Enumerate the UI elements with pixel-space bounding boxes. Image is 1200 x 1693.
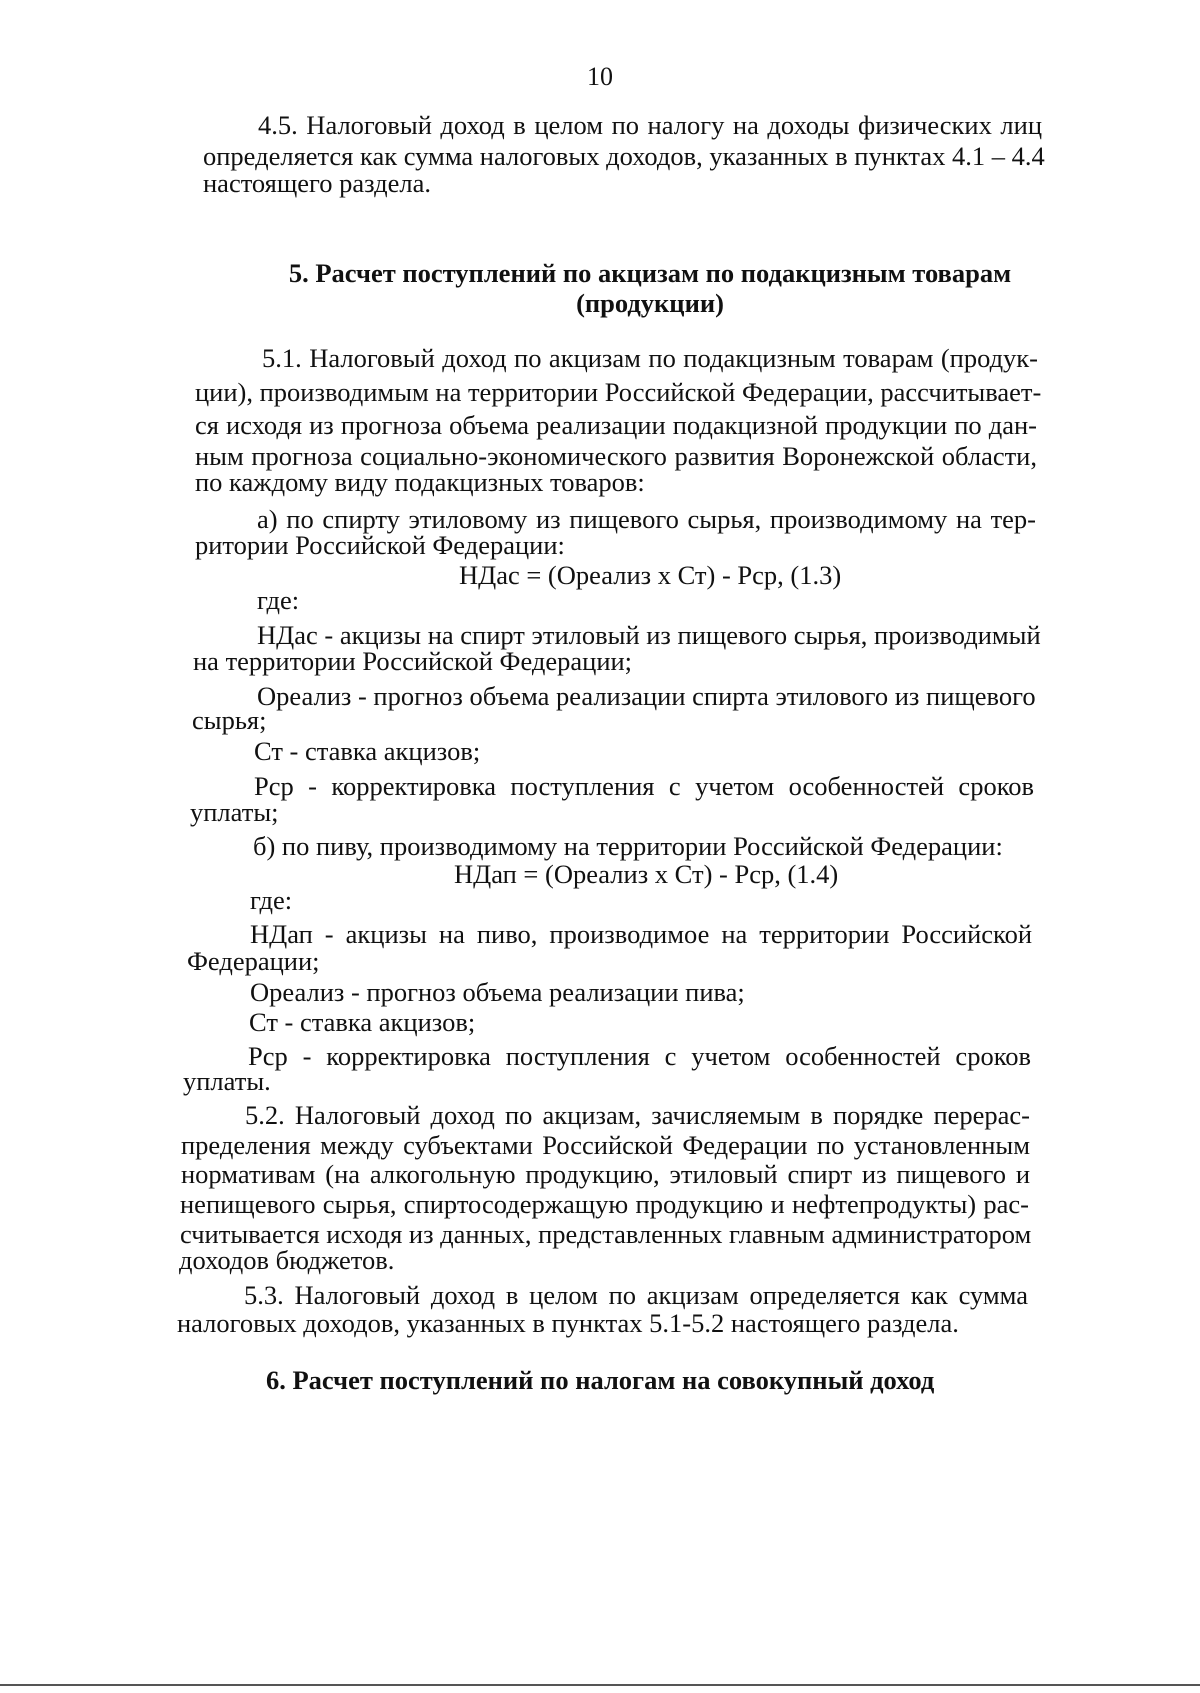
- text-line: где:: [250, 885, 293, 915]
- page-number: 10: [587, 62, 613, 91]
- section-heading: 6. Расчет поступлений по налогам на совокупный доход: [266, 1365, 935, 1395]
- text-line: Ореализ - прогноз объема реализации спирта этилового из пищевого: [257, 681, 1036, 711]
- text-line: считывается исходя из данных, представленных главным администратором: [180, 1219, 1032, 1249]
- text-line: Федерации;: [187, 946, 320, 976]
- text-line: Ст - ставка акцизов;: [249, 1007, 476, 1037]
- text-line: на территории Российской Федерации;: [193, 646, 633, 676]
- text-line: б) по пиву, производимому на территории Российской Федерации:: [253, 831, 1003, 861]
- text-line: нормативам (на алкогольную продукцию, этиловый спирт из пищевого и: [181, 1159, 1030, 1189]
- text-line: уплаты;: [190, 797, 279, 827]
- text-line: настоящего раздела.: [203, 168, 431, 198]
- text-line: НДас - акцизы на спирт этиловый из пищевого сырья, производимый: [257, 620, 1041, 650]
- section-heading: 5. Расчет поступлений по акцизам по подакцизным товарам: [288, 258, 1012, 288]
- text-line: уплаты.: [183, 1066, 271, 1096]
- formula: НДап = (Ореализ х Ст) - Рср, (1.4): [454, 859, 839, 889]
- scan-edge-line: [0, 1684, 1200, 1686]
- text-line: Ст - ставка акцизов;: [254, 736, 481, 766]
- section-heading: (продукции): [576, 288, 724, 318]
- text-line: по каждому виду подакцизных товаров:: [195, 467, 645, 497]
- text-line: 5.2. Налоговый доход по акцизам, зачисляемым в порядке перерас-: [245, 1100, 1030, 1130]
- text-line: ным прогноза социально-экономического развития Воронежской области,: [195, 441, 1037, 471]
- text-line: непищевого сырья, спиртосодержащую продукцию и нефтепродукты) рас-: [180, 1189, 1029, 1219]
- text-line: 5.1. Налоговый доход по акцизам по подакцизным товарам (продук-: [262, 343, 1038, 373]
- text-line: ции), производимым на территории Российской Федерации, рассчитывает-: [195, 377, 1042, 407]
- text-line: доходов бюджетов.: [179, 1245, 395, 1275]
- text-line: налоговых доходов, указанных в пунктах 5.1-5.2 настоящего раздела.: [177, 1308, 959, 1338]
- text-line: где:: [257, 585, 300, 615]
- text-line: пределения между субъектами Российской Федерации по установленным: [181, 1130, 1030, 1160]
- text-line: Ореализ - прогноз объема реализации пива;: [250, 977, 745, 1007]
- formula: НДас = (Ореализ х Ст) - Рср, (1.3): [459, 560, 842, 590]
- text-line: ся исходя из прогноза объема реализации подакцизной продукции по дан-: [195, 410, 1037, 440]
- text-line: а) по спирту этиловому из пищевого сырья, производимому на тер-: [257, 504, 1036, 534]
- text-line: сырья;: [192, 705, 267, 735]
- text-line: определяется как сумма налоговых доходов, указанных в пунктах 4.1 – 4.4: [203, 141, 1045, 171]
- text-line: 5.3. Налоговый доход в целом по акцизам определяется как сумма: [244, 1280, 1028, 1310]
- text-line: ритории Российской Федерации:: [195, 530, 565, 560]
- text-line: Рср - корректировка поступления с учетом особенностей сроков: [248, 1041, 1031, 1071]
- text-line: НДап - акцизы на пиво, производимое на территории Российской: [250, 919, 1032, 949]
- text-line: Рср - корректировка поступления с учетом особенностей сроков: [254, 771, 1034, 801]
- text-line: 4.5. Налоговый доход в целом по налогу на доходы физических лиц: [258, 110, 1042, 140]
